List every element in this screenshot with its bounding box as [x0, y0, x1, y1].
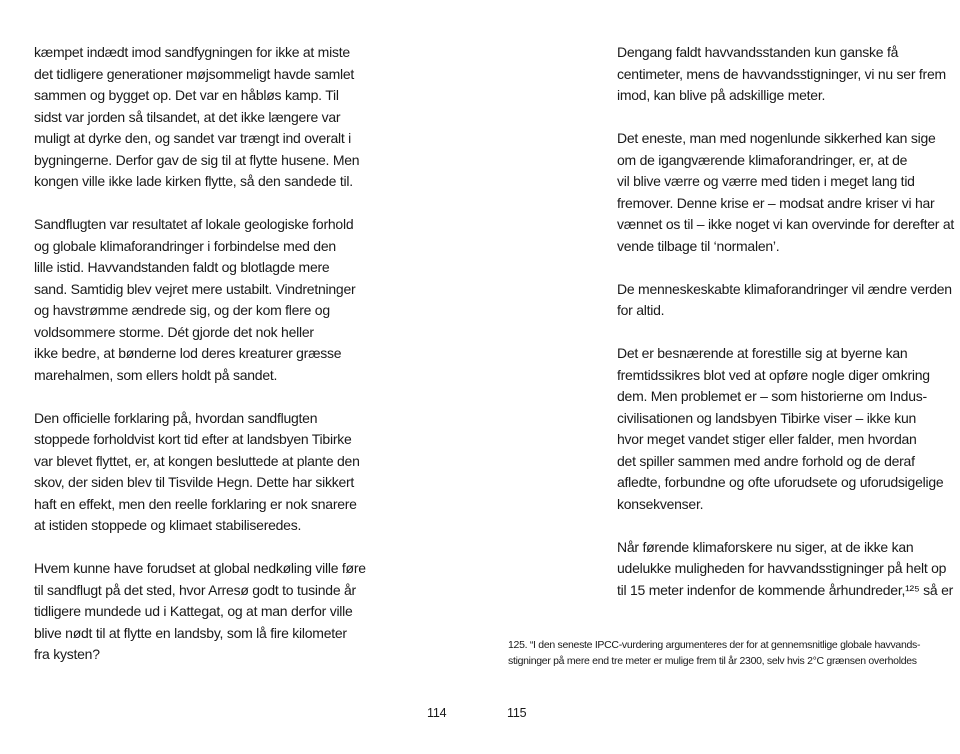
- text-line: ikke bedre, at bønderne lod deres kreaturer græsse: [34, 345, 342, 361]
- paragraph: [617, 128, 954, 257]
- text-line: lille istid. Havvandstanden faldt og blotlagde mere: [34, 259, 330, 275]
- text-line: om de igangværende klimaforandringer, er, at de: [617, 151, 908, 168]
- text-line: stoppede forholdvist kort tid efter at landsbyen Tibirke: [34, 431, 352, 447]
- text-line: og havstrømme ændrede sig, og der kom flere og: [34, 302, 330, 318]
- text-line: voldsommere storme. Dét gjorde det nok heller: [34, 323, 314, 340]
- text-line: civilisationen og landsbyen Tibirke viser – ikke kun: [617, 409, 917, 426]
- text-line: Den officielle forklaring på, hvordan sandflugten: [34, 409, 318, 426]
- page-number-right: 115: [507, 706, 527, 720]
- text-line: fra kysten?: [34, 646, 100, 662]
- text-line: tidligere mundede ud i Kattegat, og at man derfor ville: [34, 603, 353, 619]
- text-line: skov, der siden blev til Tisvilde Hegn. Dette har sikkert: [34, 474, 355, 490]
- text-line: vil blive værre og værre med tiden i meget lang tid: [617, 173, 915, 189]
- paragraph: [617, 42, 946, 107]
- text-line: imod, kan blive på adskillige meter.: [617, 87, 826, 103]
- text-line: sidst var jorden så tilsandet, at det ikke længere var: [34, 108, 341, 125]
- text-line: til sandflugt på det sted, hvor Arresø godt to tusinde år: [34, 581, 356, 598]
- text-line: vænnet os til – ikke noget vi kan overvinde for derefter at: [617, 216, 954, 232]
- text-line: Når førende klimaforskere nu siger, at de ikke kan: [617, 538, 914, 555]
- paragraph: [34, 42, 360, 193]
- text-line: blive nødt til at flytte en landsby, som lå fire kilometer: [34, 624, 347, 641]
- paragraph: [617, 343, 944, 515]
- text-line: for altid.: [617, 302, 665, 318]
- text-line: Dengang faldt havvandsstanden kun ganske få: [617, 44, 899, 60]
- paragraph: [617, 279, 952, 322]
- text-line: Det eneste, man med nogenlunde sikkerhed kan sige: [617, 130, 936, 146]
- text-line: at istiden stoppede og klimaet stabiliseredes.: [34, 517, 302, 533]
- text-line: Hvem kunne have forudset at global nedkøling ville føre: [34, 560, 366, 576]
- text-line: kongen ville ikke lade kirken flytte, så den sandede til.: [34, 173, 353, 189]
- paragraph: [34, 558, 366, 666]
- paragraph: [617, 537, 954, 602]
- text-line: det tidligere generationer møjsommeligt havde samlet: [34, 65, 355, 82]
- paragraph: [34, 408, 360, 537]
- text-line: det spiller sammen med andre forhold og de deraf: [617, 452, 915, 469]
- text-line: konsekvenser.: [617, 495, 704, 512]
- text-line: vende tilbage til ‘normalen’.: [617, 237, 780, 254]
- body-text-left-page: [34, 42, 366, 666]
- text-line: De menneskeskabte klimaforandringer vil ændre verden: [617, 280, 952, 297]
- paragraph: [508, 637, 921, 669]
- text-line: haft en effekt, men den reelle forklaring er nok snarere: [34, 495, 357, 512]
- text-line: sammen og bygget op. Det var en håbløs kamp. Til: [34, 87, 339, 103]
- text-line: marehalmen, som ellers holdt på sandet.: [34, 366, 278, 383]
- paragraph: [34, 214, 356, 386]
- body-text-right-page: [617, 42, 954, 601]
- text-line: fremover. Denne krise er – modsat andre kriser vi har: [617, 194, 935, 211]
- text-line: bygningerne. Derfor gav de sig til at flytte husene. Men: [34, 151, 360, 168]
- text-line: udelukke muligheden for havvandsstigninger på helt op: [617, 560, 947, 576]
- text-line: stigninger på mere end tre meter er mulige frem til år 2300, selv hvis 2°C grænsen overholdes: [508, 655, 917, 667]
- text-line: centimeter, mens de havvandsstigninger, vi nu ser frem: [617, 65, 946, 82]
- text-line: sand. Samtidig blev vejret mere ustabilt. Vindretninger: [34, 280, 356, 297]
- text-line: Det er besnærende at forestille sig at byerne kan: [617, 345, 908, 361]
- text-line: hvor meget vandet stiger eller falder, men hvordan: [617, 431, 917, 447]
- text-line: muligt at dyrke den, og sandet var trængt ind overalt i: [34, 130, 351, 146]
- text-line: til 15 meter indenfor de kommende århundreder,¹²⁵ så er: [617, 581, 954, 598]
- text-line: kæmpet indædt imod sandfygningen for ikke at miste: [34, 44, 350, 60]
- text-line: Sandflugten var resultatet af lokale geologiske forhold: [34, 216, 354, 232]
- text-line: og globale klimaforandringer i forbindelse med den: [34, 237, 336, 254]
- footnote: [508, 637, 921, 669]
- text-line: fremtidssikres blot ved at opføre nogle diger omkring: [617, 366, 930, 383]
- text-line: dem. Men problemet er – som historierne om Indus-: [617, 388, 927, 404]
- text-line: var blevet flyttet, er, at kongen besluttede at plante den: [34, 452, 360, 469]
- text-line: afledte, forbundne og ofte uforudsete og uforudsigelige: [617, 474, 944, 490]
- page-number-left: 114: [427, 706, 447, 720]
- text-line: 125. “I den seneste IPCC-vurdering argumenteres der for at gennemsnitlige globale havvands-: [508, 639, 921, 651]
